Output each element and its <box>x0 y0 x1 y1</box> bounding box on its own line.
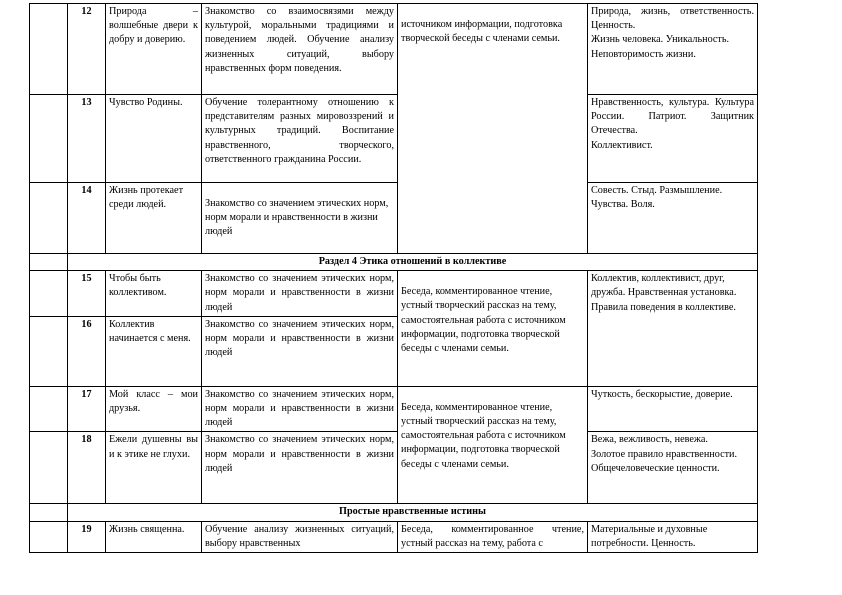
lesson-theme: Природа – волшебные двери к добру и доверию. <box>106 4 202 95</box>
concept-line: Природа, жизнь, ответственность. Ценность. <box>591 6 754 32</box>
empty-cell <box>30 4 68 95</box>
concept-line: Золотое правило нравственности. <box>591 448 738 460</box>
section-title: Простые нравственные истины <box>68 504 758 521</box>
lesson-number: 15 <box>68 271 106 317</box>
lesson-number: 18 <box>68 432 106 504</box>
empty-cell <box>30 432 68 504</box>
section-row <box>30 254 758 271</box>
table-row <box>30 271 758 317</box>
lesson-concepts: Материальные и духовные потребности. Ценность. <box>588 521 758 552</box>
lesson-plan-table <box>29 3 758 553</box>
lesson-activity: Беседа, комментированное чтение, устный рассказ на тему, работа с <box>398 521 588 552</box>
lesson-concepts <box>588 432 758 504</box>
lesson-concepts <box>588 4 758 95</box>
table-row <box>30 521 758 552</box>
empty-cell <box>30 271 68 317</box>
lesson-content: Знакомство со значением этических норм, норм морали и нравственности в жизни людей <box>202 386 398 432</box>
lesson-theme: Ежели душевны вы и к этике не глухи. <box>106 432 202 504</box>
lesson-content: Обучение толерантному отношению к представителям разных мировоззрений и культурных традиций. Воспитание нравственного, творческого, ответственного гражданина России. <box>202 95 398 183</box>
lesson-content: Знакомство со взаимосвязями между культурой, моральными традициями и поведением людей. Обучение анализу жизненных ситуаций, выбору нравственных форм поведения. <box>202 4 398 95</box>
lesson-concepts: Коллектив, коллективист, друг, дружба. Нравственная установка. Правила поведения в коллективе. <box>588 271 758 387</box>
concept-line: Нравственность, культура. Культура России. Патриот. Защитник Отечества. <box>591 97 754 137</box>
lesson-content: Знакомство со значением этических норм, норм морали и нравственности в жизни людей <box>202 271 398 317</box>
lesson-activity: Беседа, комментированное чтение, устный творческий рассказ на тему, самостоятельная работа с источником информации, подготовка творческой беседы с членами семьи. <box>398 386 588 504</box>
empty-cell <box>30 316 68 386</box>
empty-cell <box>30 504 68 521</box>
lesson-content: Обучение анализу жизненных ситуаций, выбору нравственных <box>202 521 398 552</box>
concept-line: Вежа, вежливость, невежа. <box>591 434 708 446</box>
empty-cell <box>30 386 68 432</box>
lesson-number: 17 <box>68 386 106 432</box>
empty-cell <box>30 95 68 183</box>
empty-cell <box>30 521 68 552</box>
section-title: Раздел 4 Этика отношений в коллективе <box>68 254 758 271</box>
lesson-concepts: Совесть. Стыд. Размышление. Чувства. Воля. <box>588 183 758 254</box>
lesson-number: 13 <box>68 95 106 183</box>
empty-cell <box>30 183 68 254</box>
table-row <box>30 95 758 183</box>
lesson-number: 16 <box>68 316 106 386</box>
concept-line: Коллективист. <box>591 139 653 151</box>
lesson-activity: источником информации, подготовка творческой беседы с членами семьи. <box>398 4 588 254</box>
lesson-theme: Чувство Родины. <box>106 95 202 183</box>
lesson-content: Знакомство со значением этических норм, норм морали и нравственности в жизни людей <box>202 316 398 386</box>
section-row <box>30 504 758 521</box>
empty-cell <box>30 254 68 271</box>
lesson-theme: Жизнь протекает среди людей. <box>106 183 202 254</box>
concept-line: Жизнь человека. Уникальность. <box>591 34 730 46</box>
lesson-content: Знакомство со значением этических норм, норм морали и нравственности в жизни людей <box>202 183 398 254</box>
lesson-activity: Беседа, комментированное чтение, устный творческий рассказ на тему, самостоятельная работа с источником информации, подготовка творческой беседы с членами семьи. <box>398 271 588 387</box>
table-row <box>30 183 758 254</box>
lesson-number: 14 <box>68 183 106 254</box>
lesson-number: 12 <box>68 4 106 95</box>
table-row <box>30 4 758 95</box>
concept-line: Общечеловеческие ценности. <box>591 462 720 474</box>
lesson-number: 19 <box>68 521 106 552</box>
lesson-concepts <box>588 95 758 183</box>
lesson-concepts: Чуткость, бескорыстие, доверие. <box>588 386 758 432</box>
lesson-theme: Мой класс – мои друзья. <box>106 386 202 432</box>
lesson-theme: Чтобы быть коллективом. <box>106 271 202 317</box>
lesson-theme: Жизнь священна. <box>106 521 202 552</box>
lesson-theme: Коллектив начинается с меня. <box>106 316 202 386</box>
lesson-content: Знакомство со значением этических норм, норм морали и нравственности в жизни людей <box>202 432 398 504</box>
concept-line: Неповторимость жизни. <box>591 48 696 60</box>
table-row <box>30 432 758 504</box>
table-row <box>30 386 758 432</box>
